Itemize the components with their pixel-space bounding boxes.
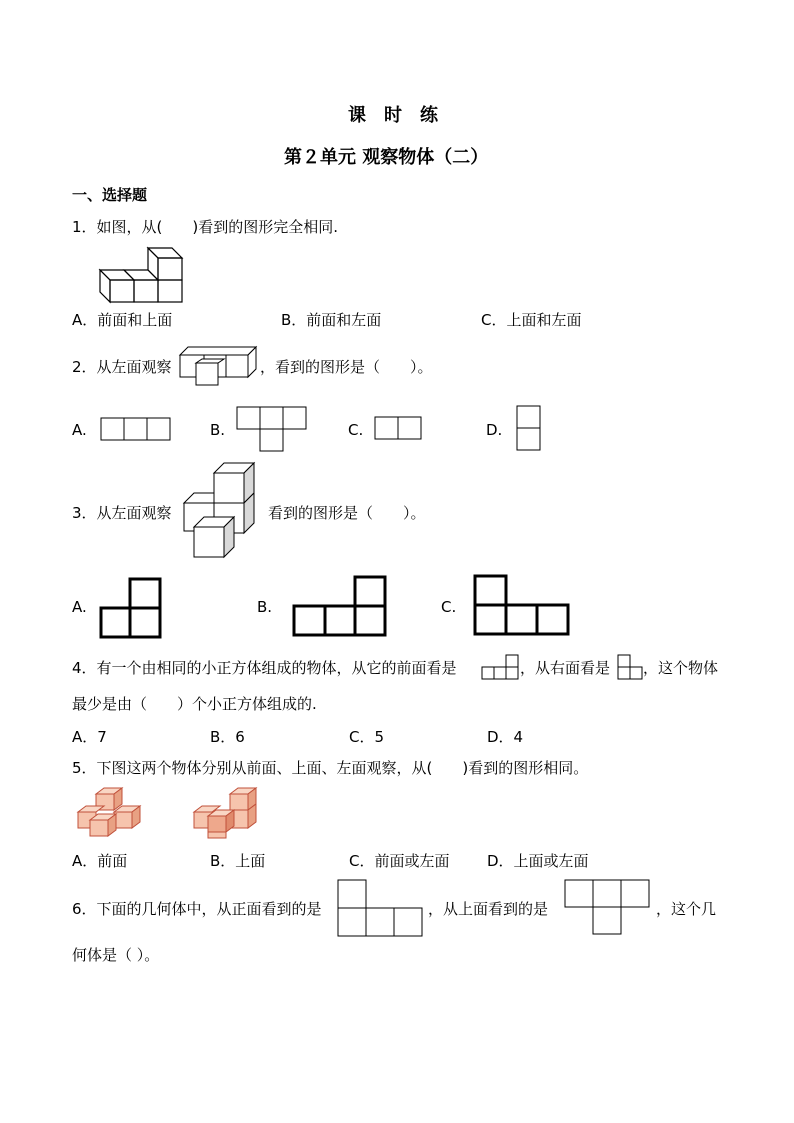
q1-option-c[interactable]: C．上面和左面 (481, 311, 582, 329)
q5-option-d[interactable]: D．上面或左面 (487, 852, 589, 870)
q2-cube-figure (178, 345, 260, 387)
q4-option-d[interactable]: D．4 (487, 728, 524, 746)
question-5-stem: 5．下图这两个物体分别从前面、上面、左面观察，从( )看到的图形相同。 (72, 759, 589, 777)
question-2-stem-b: ，看到的图形是（ ）。 (260, 358, 433, 376)
question-4-stem-a: 4．有一个由相同的小正方体组成的物体，从它的前面看是 (72, 659, 457, 677)
q2-option-a-figure[interactable] (100, 417, 172, 443)
question-4-stem-d: 最少是由（ ）个小正方体组成的. (72, 695, 317, 713)
q6-front-view-figure (337, 879, 425, 939)
q5-object-2-figure (190, 786, 262, 840)
q1-cube-figure (96, 240, 186, 306)
q4-option-c[interactable]: C．5 (349, 728, 385, 746)
q4-front-view-figure (480, 654, 520, 682)
q3-option-a-figure[interactable] (99, 577, 163, 639)
question-1-stem: 1．如图，从( )看到的图形完全相同. (72, 218, 339, 236)
q3-option-a-label[interactable]: A. (72, 598, 87, 616)
section-heading: 一、选择题 (72, 186, 148, 204)
q3-cube-figure (182, 461, 258, 559)
question-6-stem-d: 何体是（ ）。 (72, 946, 160, 964)
question-6-stem-c: ，这个几 (656, 900, 717, 918)
q3-option-c-label[interactable]: C. (441, 598, 457, 616)
q2-option-b-figure[interactable] (236, 406, 308, 454)
question-3-stem-a: 3．从左面观察 (72, 504, 172, 522)
q4-option-b[interactable]: B．6 (210, 728, 245, 746)
page-subtitle: 第２单元 观察物体（二） (284, 147, 489, 168)
q4-option-a[interactable]: A．7 (72, 728, 107, 746)
q2-option-b-label[interactable]: B. (210, 421, 226, 439)
q2-option-d-label[interactable]: D. (486, 421, 503, 439)
q3-option-c-figure[interactable] (473, 574, 571, 636)
question-3-stem-b: 看到的图形是（ ）。 (268, 504, 426, 522)
q2-option-c-figure[interactable] (374, 416, 424, 442)
q5-object-1-figure (72, 786, 144, 840)
q6-top-view-figure (564, 879, 652, 939)
question-6-stem-b: ，从上面看到的是 (428, 900, 549, 918)
q3-option-b-figure[interactable] (292, 575, 388, 637)
q3-option-b-label[interactable]: B. (257, 598, 273, 616)
q2-option-d-figure[interactable] (516, 405, 542, 453)
question-2-stem-a: 2．从左面观察 (72, 358, 172, 376)
question-6-stem-a: 6．下面的几何体中，从正面看到的是 (72, 900, 322, 918)
question-4-stem-b: ，从右面看是 (520, 659, 611, 677)
question-4-stem-c: ，这个物体 (643, 659, 719, 677)
q2-option-a-label[interactable]: A. (72, 421, 87, 439)
q4-right-view-figure (616, 654, 644, 682)
q5-option-b[interactable]: B．上面 (210, 852, 266, 870)
q1-option-a[interactable]: A．前面和上面 (72, 311, 173, 329)
q5-option-a[interactable]: A．前面 (72, 852, 128, 870)
page-title: 课 时 练 (348, 105, 438, 126)
q5-option-c[interactable]: C．前面或左面 (349, 852, 450, 870)
q1-option-b[interactable]: B．前面和左面 (281, 311, 382, 329)
q2-option-c-label[interactable]: C. (348, 421, 364, 439)
